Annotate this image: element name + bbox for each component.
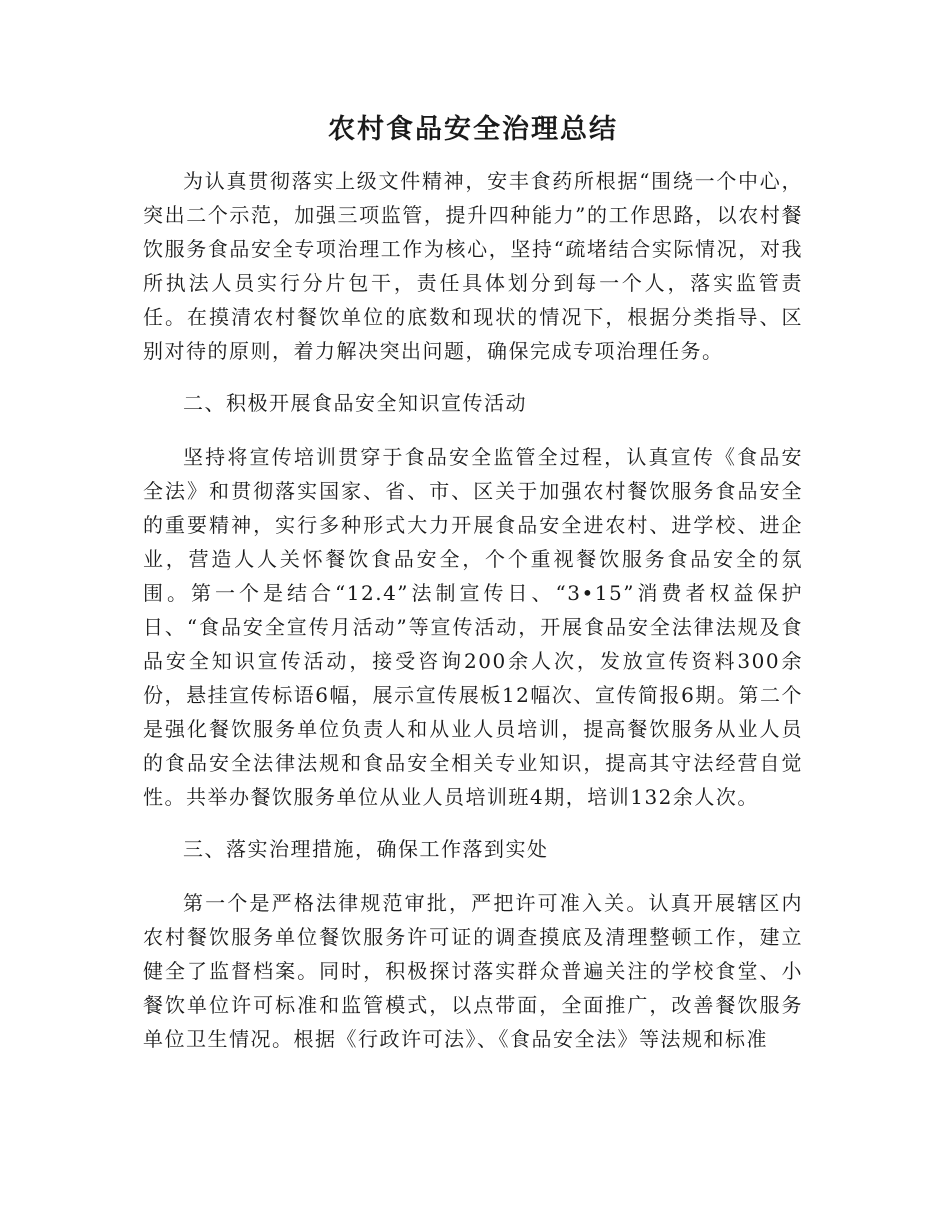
document-page bbox=[143, 108, 803, 1074]
paragraph-intro: 为认真贯彻落实上级文件精神，安丰食药所根据“围绕一个中心，突出二个示范，加强三项监管，提升四种能力”的工作思路，以农村餐饮服务食品安全专项治理工作为核心，坚持“疏堵结合实际情况，对我所执法人员实行分片包干，责任具体划分到每一个人，落实监管责任。在摸清农村餐饮单位的底数和现状的情况下，根据分类指导、区别对待的原则，着力解决突出问题，确保完成专项治理任务。 bbox=[143, 169, 803, 363]
document-title: 农村食品安全治理总结 bbox=[328, 114, 618, 145]
section-heading-3: 三、落实治理措施，确保工作落到实处 bbox=[183, 837, 549, 861]
paragraph-measures: 第一个是严格法律规范审批，严把许可准入关。认真开展辖区内农村餐饮服务单位餐饮服务许可证的调查摸底及清理整顿工作，建立健全了监督档案。同时，积极探讨落实群众普遍关注的学校食堂、小餐饮单位许可标准和监管模式，以点带面，全面推广，改善餐饮服务单位卫生情况。根据《行政许可法》、《食品安全法》等法规和标准 bbox=[143, 891, 803, 1051]
section-heading-2: 二、积极开展食品安全知识宣传活动 bbox=[183, 391, 527, 415]
paragraph-publicity: 坚持将宣传培训贯穿于食品安全监管全过程，认真宣传《食品安全法》和贯彻落实国家、省、市、区关于加强农村餐饮服务食品安全的重要精神，实行多种形式大力开展食品安全进农村、进学校、进企业，营造人人关怀餐饮食品安全，个个重视餐饮服务食品安全的氛围。第一个是结合“12.4”法制宣传日、“3•15”消费者权益保护日、“食品安全宣传月活动”等宣传活动，开展食品安全法律法规及食品安全知识宣传活动，接受咨询200余人次，发放宣传资料300余份，悬挂宣传标语6幅，展示宣传展板12幅次、宣传简报6期。第二个是强化餐饮服务单位负责人和从业人员培训，提高餐饮服务从业人员的食品安全法律法规和食品安全相关专业知识，提高其守法经营自觉性。共举办餐饮服务单位从业人员培训班4期，培训132余人次。 bbox=[143, 445, 803, 809]
